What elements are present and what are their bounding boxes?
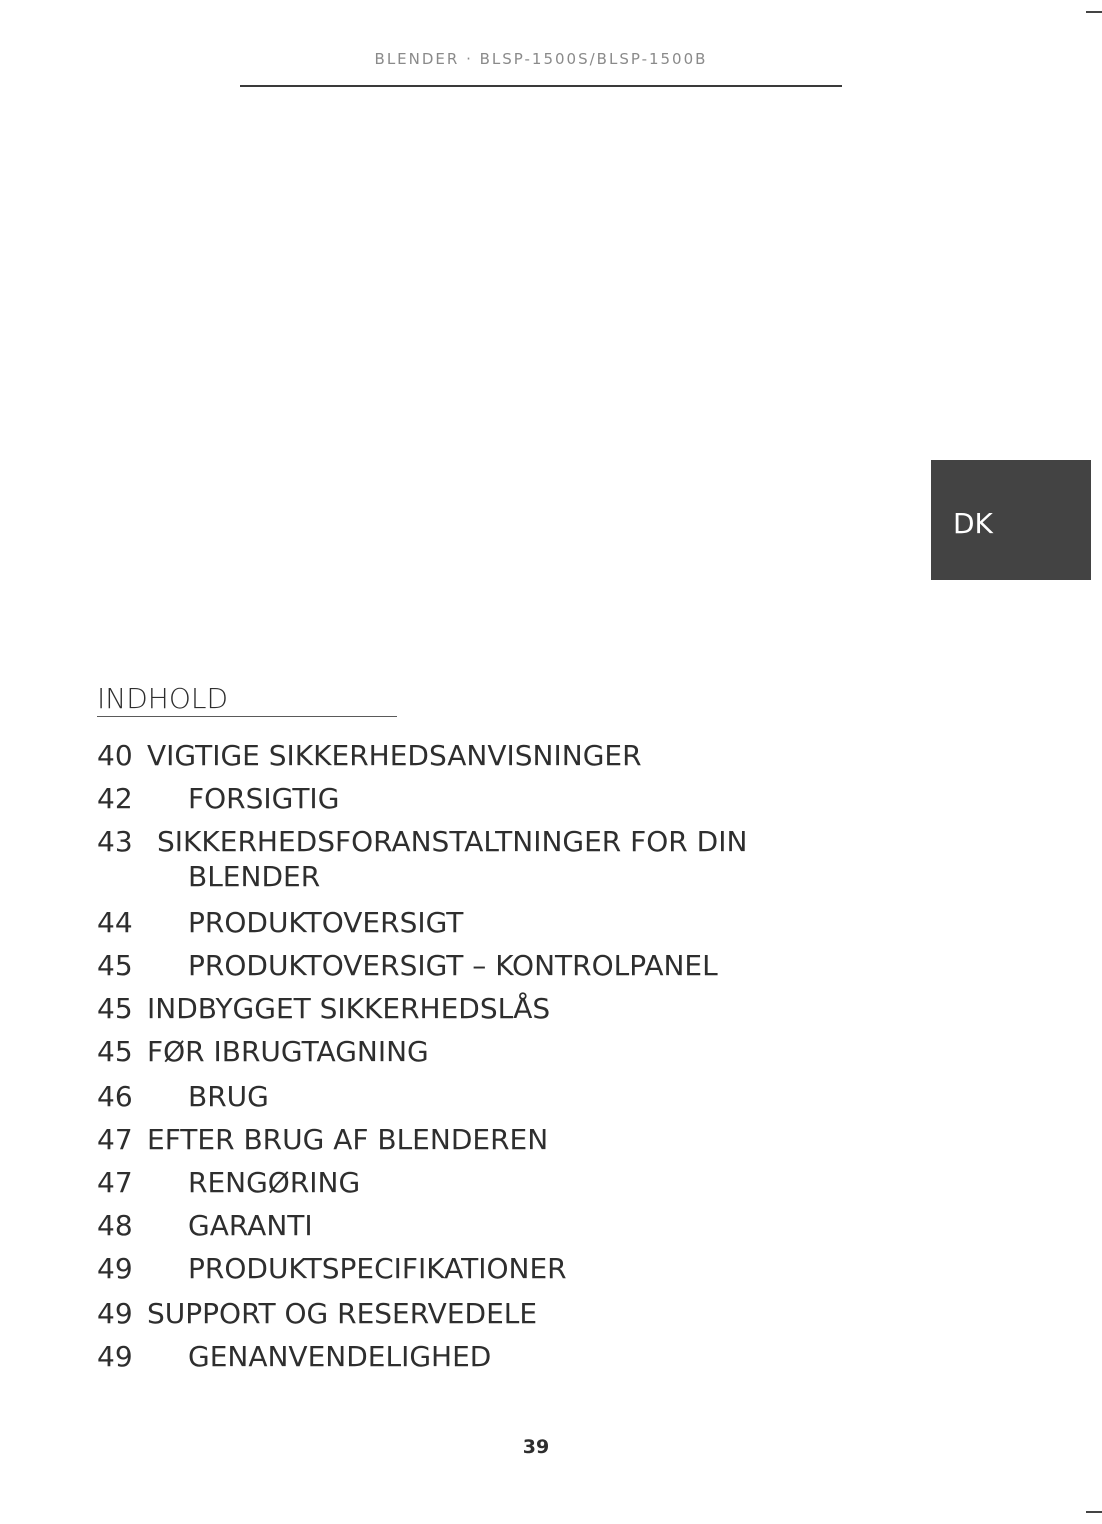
language-tab: DK bbox=[931, 460, 1091, 580]
toc-page-number: 49 bbox=[97, 1340, 133, 1373]
toc-title: PRODUKTOVERSIGT bbox=[188, 906, 464, 939]
toc-title: INDBYGGET SIKKERHEDSLÅS bbox=[147, 992, 551, 1025]
toc-title: EFTER BRUG AF BLENDEREN bbox=[147, 1123, 549, 1156]
toc-entry[interactable] bbox=[97, 782, 339, 816]
toc-title: FORSIGTIG bbox=[188, 782, 340, 815]
toc-entry[interactable] bbox=[97, 1080, 269, 1114]
toc-entry[interactable] bbox=[97, 949, 718, 983]
toc-heading-rule bbox=[97, 716, 397, 717]
toc-entry[interactable] bbox=[97, 1035, 429, 1069]
header-rule bbox=[240, 85, 842, 87]
toc-entry[interactable] bbox=[97, 1340, 491, 1374]
toc-page-number: 43 bbox=[97, 825, 133, 858]
toc-page-number: 40 bbox=[97, 739, 133, 772]
toc-title: VIGTIGE SIKKERHEDSANVISNINGER bbox=[147, 739, 642, 772]
crop-mark-bottom bbox=[1086, 1511, 1102, 1513]
toc-entry[interactable] bbox=[97, 906, 463, 940]
toc-title-continuation: BLENDER bbox=[188, 860, 321, 893]
page-number: 39 bbox=[522, 1436, 550, 1458]
toc-entry[interactable] bbox=[97, 992, 550, 1026]
toc-title: SUPPORT OG RESERVEDELE bbox=[147, 1297, 538, 1330]
toc-entry[interactable] bbox=[97, 1209, 313, 1243]
toc-title: FØR IBRUGTAGNING bbox=[147, 1035, 429, 1068]
toc-entry[interactable] bbox=[97, 1252, 567, 1286]
toc-title: GARANTI bbox=[188, 1209, 313, 1242]
toc-entry[interactable] bbox=[97, 1166, 360, 1200]
toc-entry[interactable] bbox=[97, 825, 747, 859]
toc-title: BRUG bbox=[188, 1080, 269, 1113]
toc-title: SIKKERHEDSFORANSTALTNINGER FOR DIN bbox=[157, 825, 748, 858]
toc-title: RENGØRING bbox=[188, 1166, 361, 1199]
toc-page-number: 45 bbox=[97, 992, 133, 1025]
toc-page-number: 44 bbox=[97, 906, 133, 939]
toc-page-number: 42 bbox=[97, 782, 133, 815]
toc-heading: INDHOLD bbox=[97, 682, 229, 715]
running-header: BLENDER · BLSP-1500S/BLSP-1500B bbox=[374, 50, 708, 68]
toc-entry[interactable] bbox=[97, 1123, 548, 1157]
toc-page-number: 47 bbox=[97, 1123, 133, 1156]
toc-page-number: 49 bbox=[97, 1252, 133, 1285]
toc-entry[interactable] bbox=[97, 739, 642, 773]
toc-title: GENANVENDELIGHED bbox=[188, 1340, 492, 1373]
toc-entry[interactable] bbox=[97, 1297, 537, 1331]
toc-title: PRODUKTOVERSIGT – KONTROLPANEL bbox=[188, 949, 718, 982]
toc-page-number: 46 bbox=[97, 1080, 133, 1113]
toc-title: PRODUKTSPECIFIKATIONER bbox=[188, 1252, 567, 1285]
toc-page-number: 47 bbox=[97, 1166, 133, 1199]
crop-mark-top bbox=[1086, 11, 1102, 13]
toc-page-number: 45 bbox=[97, 949, 133, 982]
toc-page-number: 48 bbox=[97, 1209, 133, 1242]
toc-page-number: 45 bbox=[97, 1035, 133, 1068]
toc-page-number: 49 bbox=[97, 1297, 133, 1330]
